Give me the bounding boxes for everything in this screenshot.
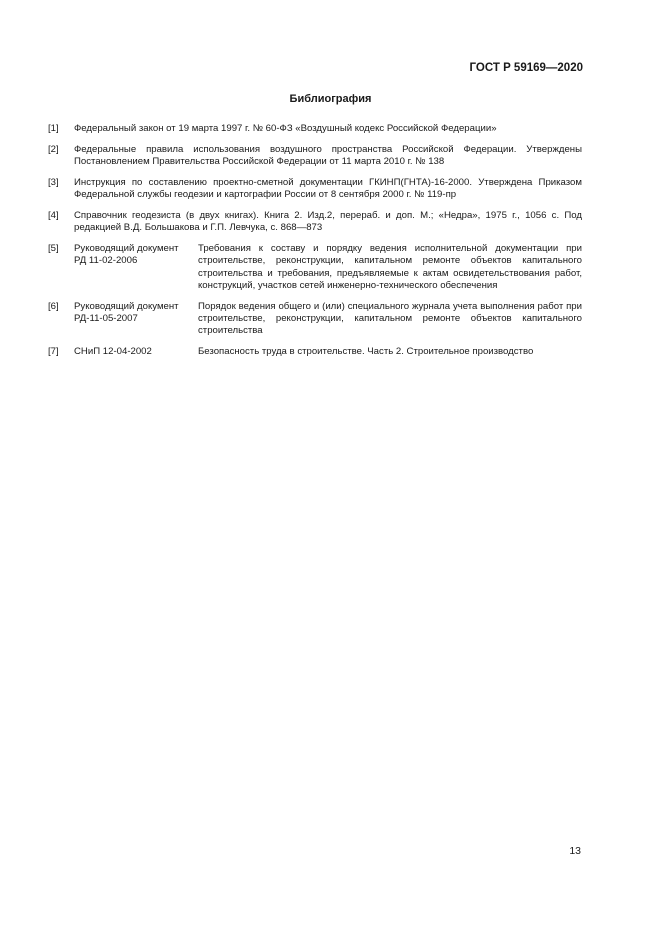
document-number: РД 11-02-2006 — [74, 255, 138, 267]
entry-description: Безопасность труда в строительстве. Часть 2. Строительное производство — [198, 346, 534, 358]
entry-text: Справочник геодезиста (в двух книгах). Книга 2. Изд.2, перераб. и доп. М.; «Недра», 1975 г., 1056 с. Под редакцией В.Д. Большакова и Г.П. Левчука, с. 868—873 — [74, 209, 582, 234]
bibliography-entry-7 — [48, 346, 582, 358]
entry-document-id — [74, 346, 196, 358]
document-code: ГОСТ Р 59169—2020 — [469, 62, 583, 74]
entry-number: [7] — [48, 346, 59, 358]
entry-text: Инструкция по составлению проектно-сметной документации ГКИНП(ГНТА)-16-2000. Утверждена Приказом Федеральной службы геодезии и картографии России от 8 сентября 2000 г. № 119-пр — [74, 176, 582, 201]
entry-description: Порядок ведения общего и (или) специального журнала учета выполнения работ при строительстве, реконструкции, капитальном ремонте объектов капитального строительства — [198, 300, 582, 337]
entry-text: Федеральный закон от 19 марта 1997 г. № 60-ФЗ «Воздушный кодекс Российской Федерации» — [74, 123, 497, 134]
entry-number: [5] — [48, 243, 59, 255]
bibliography-entry-5 — [48, 243, 582, 292]
bibliography-entry-1 — [48, 123, 582, 135]
entry-number: [1] — [48, 123, 59, 134]
entry-number: [2] — [48, 143, 59, 155]
document-number: РД-11-05-2007 — [74, 313, 138, 325]
bibliography-entry-3 — [48, 177, 582, 202]
document-type: Руководящий документ — [74, 243, 179, 255]
document-type: Руководящий документ — [74, 300, 179, 312]
entry-number: [6] — [48, 300, 59, 312]
bibliography-entry-2 — [48, 144, 582, 169]
entry-description: Требования к составу и порядку ведения исполнительной документации при строительстве, реконструкции, капитальном ремонте объектов капитального строительства и требования, предъявляемые к актам освидетельствования работ, конструкций, участков сетей инженерно-технического обеспечения — [198, 243, 582, 291]
page-number: 13 — [569, 845, 581, 857]
section-title: Библиография — [289, 93, 372, 105]
entry-text: Федеральные правила использования воздушного пространства Российской Федерации. Утверждены Постановлением Правительства Российской Федерации от 11 марта 2010 г. № 138 — [74, 143, 582, 168]
entry-document-id — [74, 243, 196, 268]
bibliography-entry-6 — [48, 301, 582, 338]
entry-document-id — [74, 301, 196, 326]
bibliography-entry-4 — [48, 210, 582, 235]
document-type: СНиП 12-04-2002 — [74, 346, 152, 358]
bibliography-list — [48, 123, 582, 367]
entry-number: [3] — [48, 176, 59, 188]
entry-number: [4] — [48, 209, 59, 221]
